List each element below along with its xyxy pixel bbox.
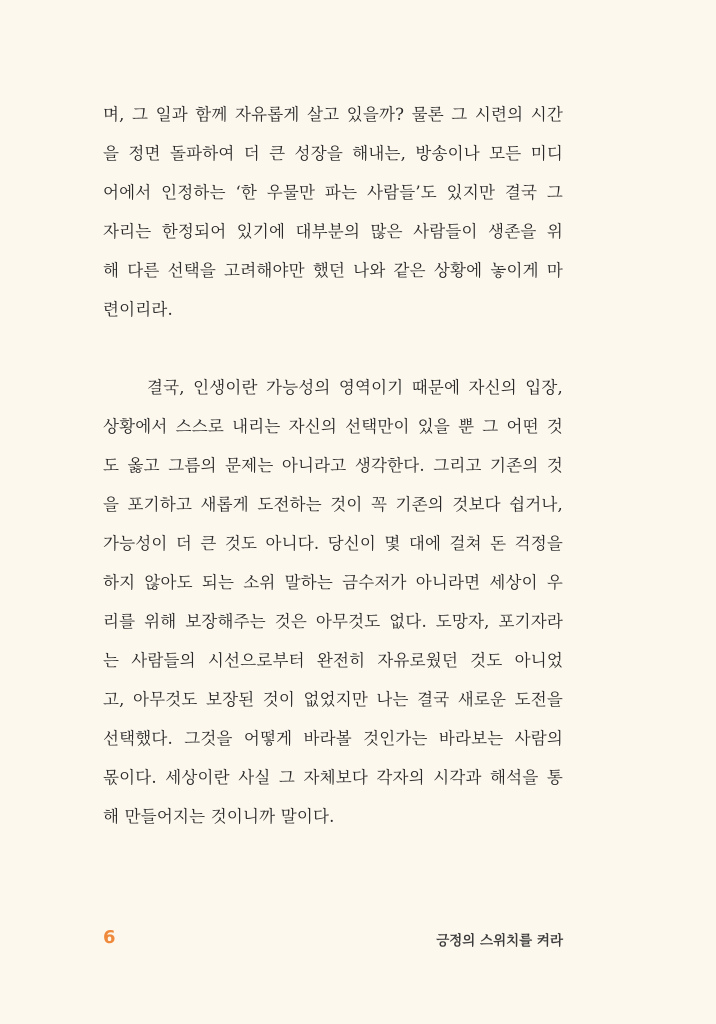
text-line: 련이리라.: [103, 300, 174, 319]
text-line: 결국, 인생이란 가능성의 영역이기 때문에 자신의 입장,: [147, 378, 563, 397]
text-line: 는 사람들의 시선으로부터 완전히 자유로웠던 것도 아니었: [103, 651, 563, 670]
paragraph-2: [103, 368, 563, 836]
page-footer: [103, 925, 563, 955]
text-line: 몫이다. 세상이란 사실 그 자체보다 각자의 시각과 해석을 통: [103, 768, 563, 787]
running-title: 긍정의 스위치를 켜라: [436, 933, 563, 949]
text-line: 을 정면 돌파하여 더 큰 성장을 해내는, 방송이나 모든 미디: [103, 144, 563, 163]
text-line: 가능성이 더 큰 것도 아니다. 당신이 몇 대에 걸쳐 돈 걱정을: [103, 534, 563, 553]
text-line: 선택했다. 그것을 어떻게 바라볼 것인가는 바라보는 사람의: [103, 729, 563, 748]
page-number: 6: [103, 927, 116, 948]
text-line: 하지 않아도 되는 소위 말하는 금수저가 아니라면 세상이 우: [103, 573, 563, 592]
text-line: 해 만들어지는 것이니까 말이다.: [103, 807, 335, 826]
body-text: [103, 95, 563, 836]
text-line: 리를 위해 보장해주는 것은 아무것도 없다. 도망자, 포기자라: [103, 612, 563, 631]
text-line: 도 옳고 그름의 문제는 아니라고 생각한다. 그리고 기존의 것: [103, 456, 563, 475]
text-line: 해 다른 선택을 고려해야만 했던 나와 같은 상황에 놓이게 마: [103, 261, 563, 280]
text-line: 며, 그 일과 함께 자유롭게 살고 있을까? 물론 그 시련의 시간: [103, 105, 563, 124]
text-line: 자리는 한정되어 있기에 대부분의 많은 사람들이 생존을 위: [103, 222, 563, 241]
paragraph-spacer: [103, 329, 563, 368]
text-line: 고, 아무것도 보장된 것이 없었지만 나는 결국 새로운 도전을: [103, 690, 563, 709]
paragraph-1: [103, 95, 563, 329]
text-line: 을 포기하고 새롭게 도전하는 것이 꼭 기존의 것보다 쉽거나,: [103, 495, 563, 514]
text-line: 어에서 인정하는 ‘한 우물만 파는 사람들’도 있지만 결국 그: [103, 183, 563, 202]
text-line: 상황에서 스스로 내리는 자신의 선택만이 있을 뿐 그 어떤 것: [103, 417, 563, 436]
